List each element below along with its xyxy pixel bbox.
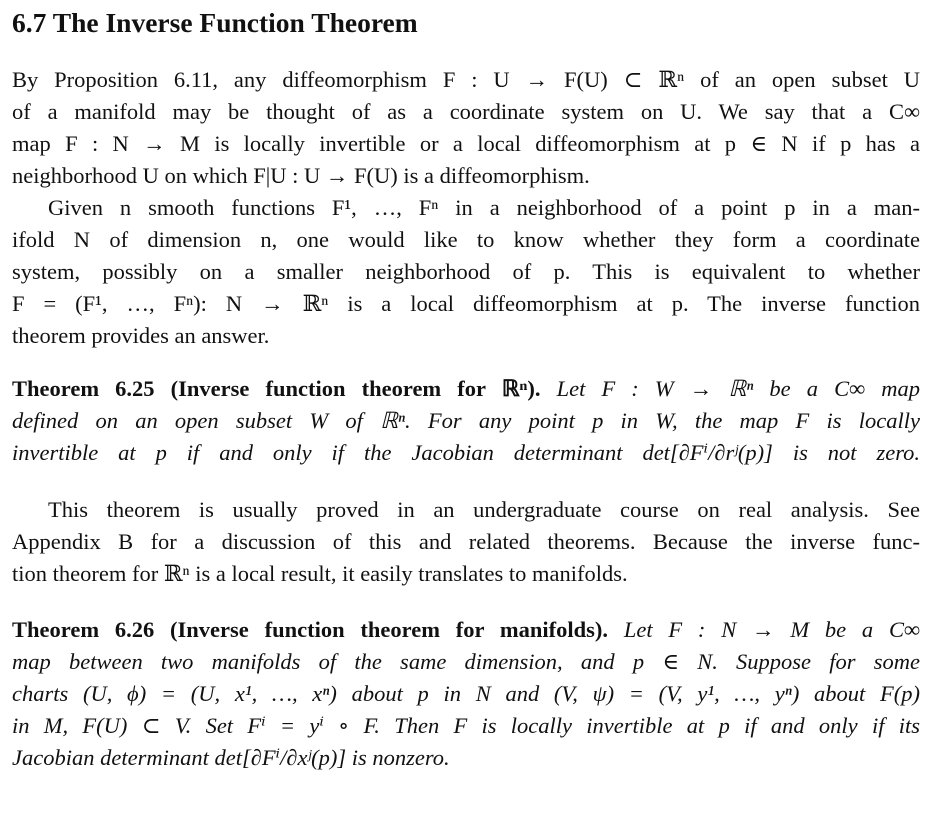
theorem-text: Jacobian determinant det[∂Fⁱ/∂xʲ(p)] is nonzero. [12,745,450,770]
theorem-text: map between two manifolds of the same dimension, and p ∈ N. Suppose for some [12,649,920,674]
text-line: ifold N of dimension n, one would like to know whether they form a coordinate [12,227,920,252]
text-line: By Proposition 6.11, any diffeomorphism F : U → F(U) ⊂ ℝⁿ of an open subset U [12,67,920,92]
section-title: 6.7 The Inverse Function Theorem [12,7,418,38]
intro-paragraph-1 [12,64,920,192]
text-line: F = (F¹, …, Fⁿ): N → ℝⁿ is a local diffeomorphism at p. The inverse function [12,291,920,316]
theorem-6-26 [12,614,920,774]
theorem-first-line [12,614,920,646]
remark-paragraph [12,494,920,590]
theorem-6-25 [12,373,920,469]
text-line: of a manifold may be thought of as a coordinate system on U. We say that a C∞ [12,99,920,124]
theorem-heading: Theorem 6.26 (Inverse function theorem for manifolds). [12,617,609,642]
theorem-text: in M, F(U) ⊂ V. Set Fⁱ = yⁱ ∘ F. Then F is locally invertible at p if and only if its [12,713,920,738]
theorem-text: defined on an open subset W of ℝⁿ. For any point p in W, the map F is locally [12,408,920,433]
theorem-first-line [12,373,920,405]
spacer [12,469,920,494]
intro-paragraph-2 [12,192,920,352]
text-line: Given n smooth functions F¹, …, Fⁿ in a neighborhood of a point p in a man- [48,195,920,220]
text-line: tion theorem for ℝⁿ is a local result, it easily translates to manifolds. [12,561,628,586]
theorem-text: Let F : W → ℝⁿ be a C∞ map [556,376,920,401]
text-line: system, possibly on a smaller neighborhood of p. This is equivalent to whether [12,259,920,284]
theorem-text: charts (U, ϕ) = (U, x¹, …, xⁿ) about p in N and (V, ψ) = (V, y¹, …, yⁿ) about F(p) [12,681,920,706]
spacer [12,590,920,614]
spacer [12,42,920,64]
text-line: Appendix B for a discussion of this and related theorems. Because the inverse func- [12,529,920,554]
theorem-text: Let F : N → M be a C∞ [623,617,921,642]
text-line: neighborhood U on which F|U : U → F(U) is a diffeomorphism. [12,163,590,188]
theorem-heading: Theorem 6.25 (Inverse function theorem for ℝⁿ). [12,376,541,401]
text-line: map F : N → M is locally invertible or a local diffeomorphism at p ∈ N if p has a [12,131,920,156]
spacer [12,352,920,373]
text-line: theorem provides an answer. [12,323,270,348]
theorem-text: invertible at p if and only if the Jacobian determinant det[∂Fⁱ/∂rʲ(p)] is not zero. [12,440,920,465]
document-page [12,0,920,774]
text-line: This theorem is usually proved in an undergraduate course on real analysis. See [48,497,920,522]
